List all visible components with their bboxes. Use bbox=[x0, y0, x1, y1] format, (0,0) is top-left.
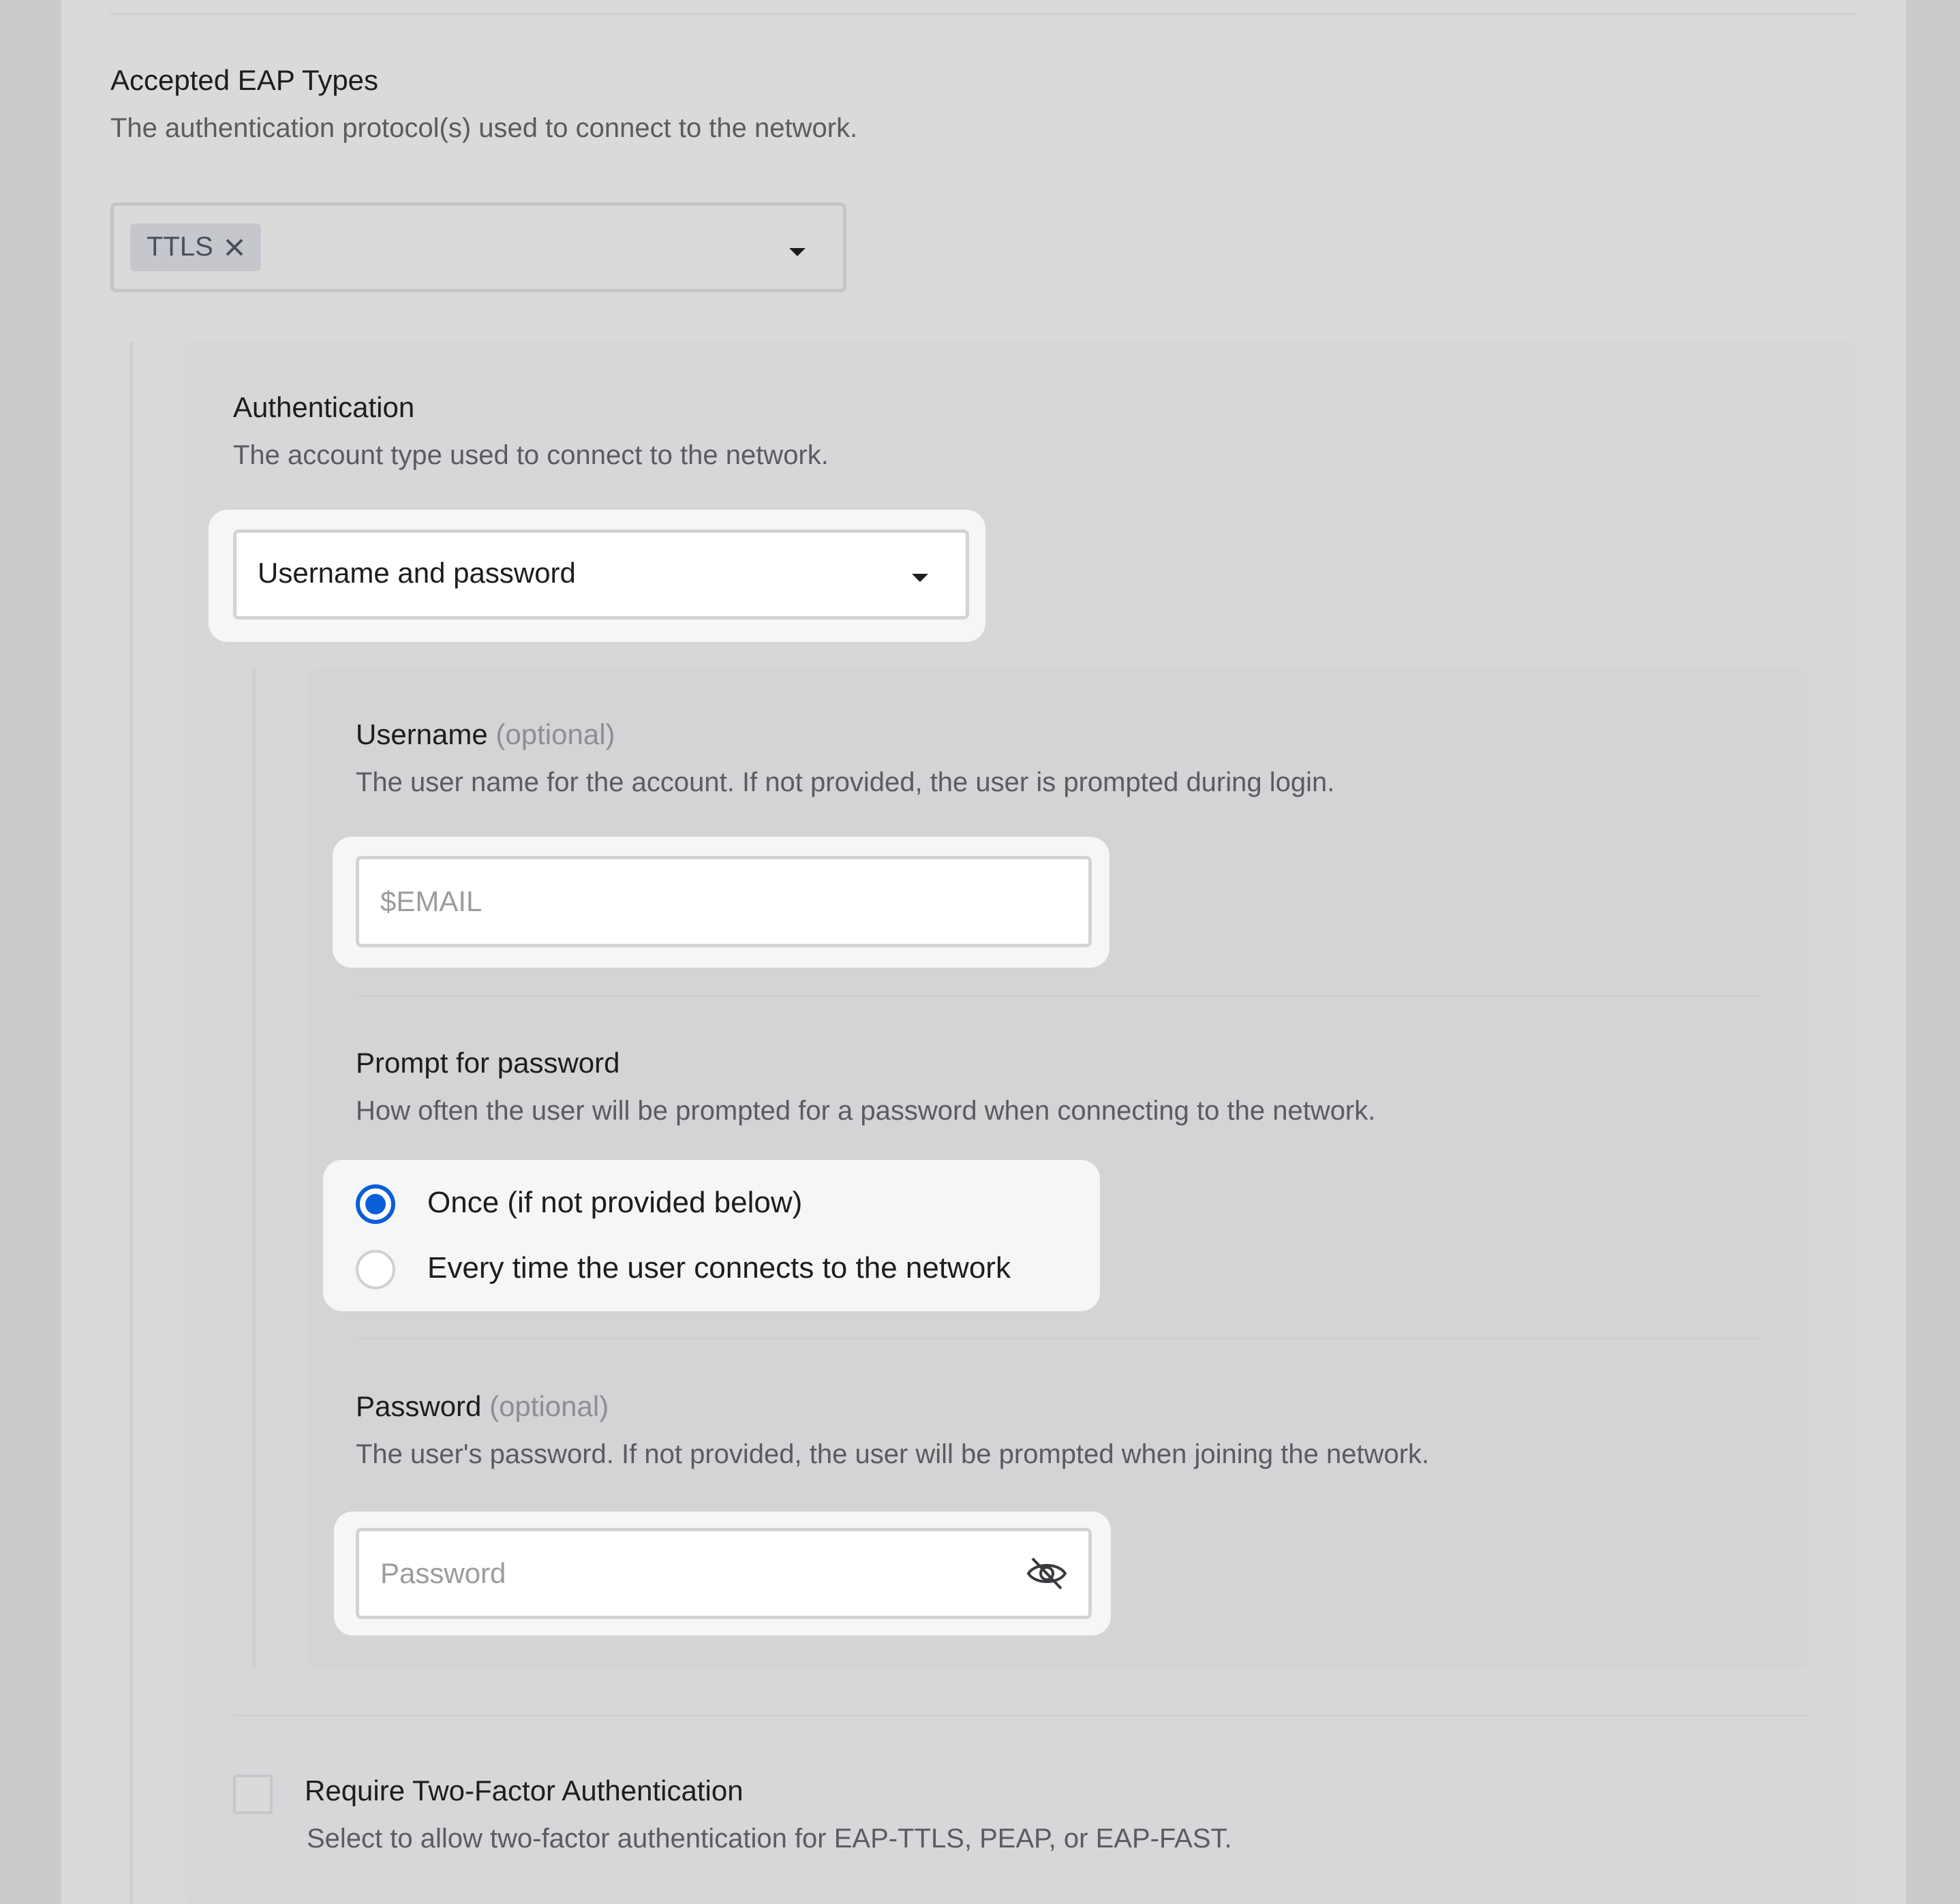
username-input[interactable] bbox=[356, 856, 1092, 947]
authentication-select-value: Username and password bbox=[258, 557, 576, 589]
chevron-down-icon bbox=[789, 248, 806, 256]
password-input-placeholder: Password bbox=[380, 1557, 506, 1589]
eap-types-description: The authentication protocol(s) used to connect to the network. bbox=[110, 113, 858, 143]
prompt-divider bbox=[356, 1338, 1760, 1340]
authentication-select[interactable] bbox=[233, 529, 969, 619]
password-optional-text: (optional) bbox=[489, 1390, 609, 1422]
username-title bbox=[356, 718, 615, 751]
eap-types-select[interactable] bbox=[110, 202, 846, 292]
chevron-down-icon bbox=[912, 574, 928, 582]
two-factor-checkbox[interactable] bbox=[233, 1775, 273, 1814]
top-divider bbox=[110, 13, 1856, 15]
password-title-text: Password bbox=[356, 1390, 482, 1422]
prompt-description: How often the user will be prompted for a password when connecting to the network. bbox=[356, 1096, 1376, 1126]
username-divider bbox=[356, 995, 1760, 997]
password-title bbox=[356, 1390, 609, 1423]
username-input-placeholder: $EMAIL bbox=[380, 885, 483, 917]
settings-page bbox=[61, 0, 1905, 1904]
eap-type-tag-label: TTLS bbox=[147, 232, 213, 262]
eye-slash-icon[interactable] bbox=[1026, 1556, 1068, 1591]
radio-every-time-label[interactable]: Every time the user connects to the network bbox=[427, 1251, 1011, 1285]
remove-tag-icon[interactable] bbox=[224, 237, 245, 258]
authentication-title: Authentication bbox=[233, 391, 415, 423]
username-optional-text: (optional) bbox=[495, 718, 615, 750]
two-factor-title[interactable]: Require Two-Factor Authentication bbox=[305, 1775, 744, 1807]
authentication-description: The account type used to connect to the network. bbox=[233, 440, 829, 470]
password-input[interactable] bbox=[356, 1528, 1092, 1619]
username-title-text: Username bbox=[356, 718, 488, 750]
two-factor-description: Select to allow two-factor authentication for EAP-TTLS, PEAP, or EAP-FAST. bbox=[307, 1824, 1232, 1854]
prompt-options-highlight bbox=[323, 1160, 1100, 1311]
eap-type-tag bbox=[130, 224, 261, 271]
radio-once-label[interactable]: Once (if not provided below) bbox=[427, 1186, 803, 1219]
radio-every-time[interactable] bbox=[356, 1250, 395, 1289]
auth-section-indent bbox=[129, 342, 133, 1904]
username-description: The user name for the account. If not provided, the user is prompted during login. bbox=[356, 767, 1335, 797]
eap-types-title: Accepted EAP Types bbox=[110, 64, 379, 96]
credentials-bottom-divider bbox=[233, 1715, 1809, 1717]
password-description: The user's password. If not provided, the user will be prompted when joining the network. bbox=[356, 1439, 1430, 1469]
prompt-title: Prompt for password bbox=[356, 1047, 620, 1079]
radio-once[interactable] bbox=[356, 1184, 395, 1224]
credentials-indent bbox=[252, 669, 256, 1668]
